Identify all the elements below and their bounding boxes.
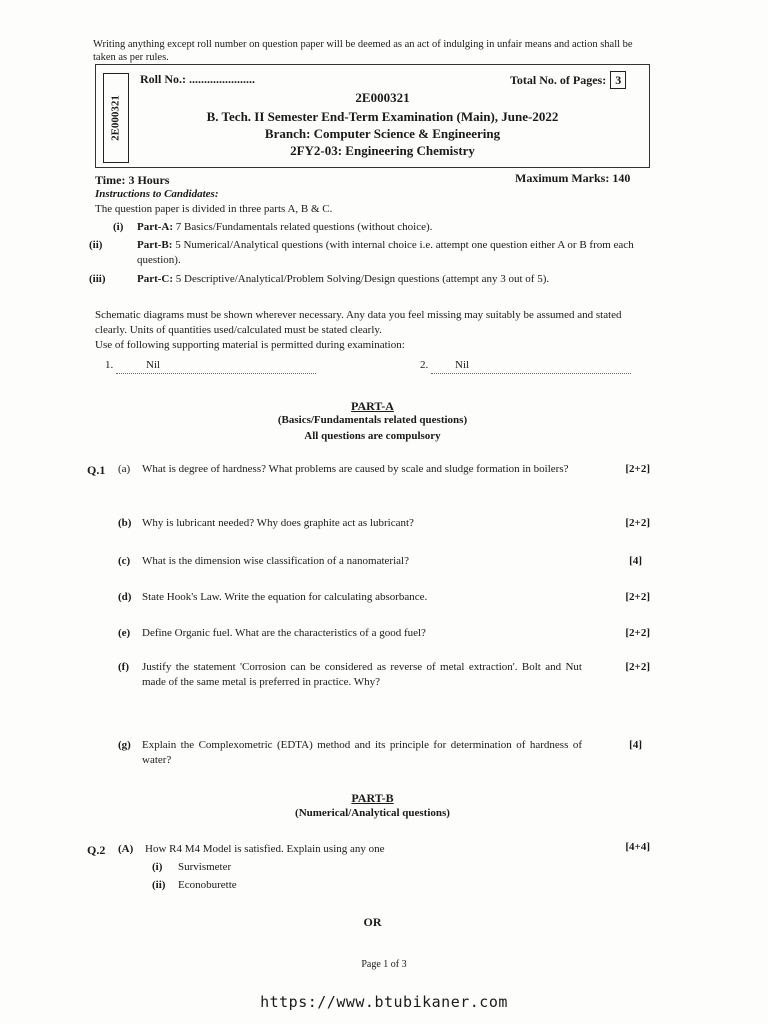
question-number: Q.1 [87, 463, 106, 477]
material-item-2 [420, 358, 631, 374]
subject-title: 2FY2-03: Engineering Chemistry [290, 143, 475, 158]
instructions-intro: The question paper is divided in three parts A, B & C. [95, 203, 333, 215]
instruction-label: Part-C: [137, 273, 174, 285]
maximum-marks: Maximum Marks: 140 [515, 171, 631, 185]
instruction-label: Part-B: [137, 239, 173, 251]
sub-question-text: Justify the statement 'Corrosion can be considered as reverse of metal extraction'. Bolt and Nut made of the same metal is preferred in practice. Why? [142, 661, 582, 688]
sub-question-label: (A) [118, 843, 134, 855]
sub-question-text: Explain the Complexometric (EDTA) method and its principle for determination of hardness of water? [142, 739, 582, 766]
option-num: (ii) [152, 879, 166, 891]
sub-question-label: (c) [118, 555, 131, 567]
part-b-title: PART-B [351, 791, 394, 805]
instruction-item [89, 238, 653, 268]
side-code-box [103, 73, 129, 163]
question-number: Q.2 [87, 843, 106, 857]
exam-title: B. Tech. II Semester End-Term Examination (Main), June-2022 [206, 109, 559, 124]
question-marks: [2+2] [625, 591, 650, 603]
sub-question-label: (d) [118, 591, 132, 603]
option-text: Econoburette [178, 879, 237, 891]
instructions-note: Schematic diagrams must be shown wherever necessary. Any data you feel missing may suitably be assumed and stated clearly. Units of quantities used/calculated must be stated clearly. [95, 309, 622, 336]
question-marks: [4+4] [625, 841, 650, 853]
instruction-text: 5 Numerical/Analytical questions (with internal choice i.e. attempt one question either A or B from each question). [137, 239, 634, 266]
sub-question-text: Why is lubricant needed? Why does graphite act as lubricant? [142, 517, 414, 529]
sub-question-text: State Hook's Law. Write the equation for calculating absorbance. [142, 591, 428, 603]
option-item [152, 860, 231, 875]
supporting-material-label: Use of following supporting material is permitted during examination: [95, 339, 405, 351]
sub-question-label: (f) [118, 661, 129, 673]
instruction-num: (ii) [89, 239, 103, 251]
source-url: https://www.btubikaner.com [260, 993, 508, 1011]
part-a-note: All questions are compulsory [304, 430, 441, 442]
branch-title: Branch: Computer Science & Engineering [264, 126, 501, 141]
instruction-label: Part-A: [137, 221, 174, 233]
instructions-heading: Instructions to Candidates: [95, 188, 219, 200]
paper-code: 2E000321 [355, 90, 410, 105]
part-b-subtitle: (Numerical/Analytical questions) [295, 807, 450, 819]
question-marks: [2+2] [625, 627, 650, 639]
option-item [152, 878, 237, 893]
unfair-means-notice: Writing anything except roll number on question paper will be deemed as an act of indulging in unfair means and action shall be taken as per rules. [93, 39, 633, 64]
question-marks: [2+2] [625, 517, 650, 529]
question-marks: [2+2] [625, 463, 650, 475]
question-marks: [4] [629, 739, 642, 751]
total-pages-value: 3 [610, 71, 626, 89]
part-a-title: PART-A [351, 399, 394, 413]
option-num: (i) [152, 861, 163, 873]
total-pages [510, 71, 626, 89]
material-num: 2. [420, 359, 429, 371]
time-allowed: Time: 3 Hours [95, 173, 170, 187]
total-pages-label: Total No. of Pages: [510, 73, 607, 87]
sub-question-text: What is the dimension wise classification of a nanomaterial? [142, 555, 409, 567]
sub-question-label: (g) [118, 739, 131, 751]
instruction-item [113, 220, 653, 235]
question-marks: [4] [629, 555, 642, 567]
instruction-text: 7 Basics/Fundamentals related questions (without choice). [175, 221, 433, 233]
question-marks: [2+2] [625, 661, 650, 673]
sub-question-label: (b) [118, 517, 132, 529]
instruction-text: 5 Descriptive/Analytical/Problem Solving/Design questions (attempt any 3 out of 5). [175, 273, 550, 285]
material-value: Nil [431, 358, 631, 374]
sub-question-label: (e) [118, 627, 131, 639]
option-text: Survismeter [178, 861, 232, 873]
page-number: Page 1 of 3 [361, 959, 407, 970]
instruction-item [89, 272, 653, 287]
sub-question-text: What is degree of hardness? What problems are caused by scale and sludge formation in boilers? [142, 463, 569, 475]
material-item-1 [105, 358, 316, 374]
roll-number-label: Roll No.: ...................... [140, 72, 255, 86]
material-num: 1. [105, 359, 114, 371]
sub-question-text: How R4 M4 Model is satisfied. Explain using any one [145, 843, 385, 855]
or-separator: OR [363, 915, 382, 929]
instruction-num: (iii) [89, 273, 106, 285]
instruction-num: (i) [113, 221, 124, 233]
material-value: Nil [116, 358, 316, 374]
part-a-subtitle: (Basics/Fundamentals related questions) [277, 414, 468, 426]
sub-question-text: Define Organic fuel. What are the characteristics of a good fuel? [142, 627, 426, 639]
sub-question-label: (a) [118, 463, 131, 475]
side-paper-code: 2E000321 [109, 95, 122, 141]
